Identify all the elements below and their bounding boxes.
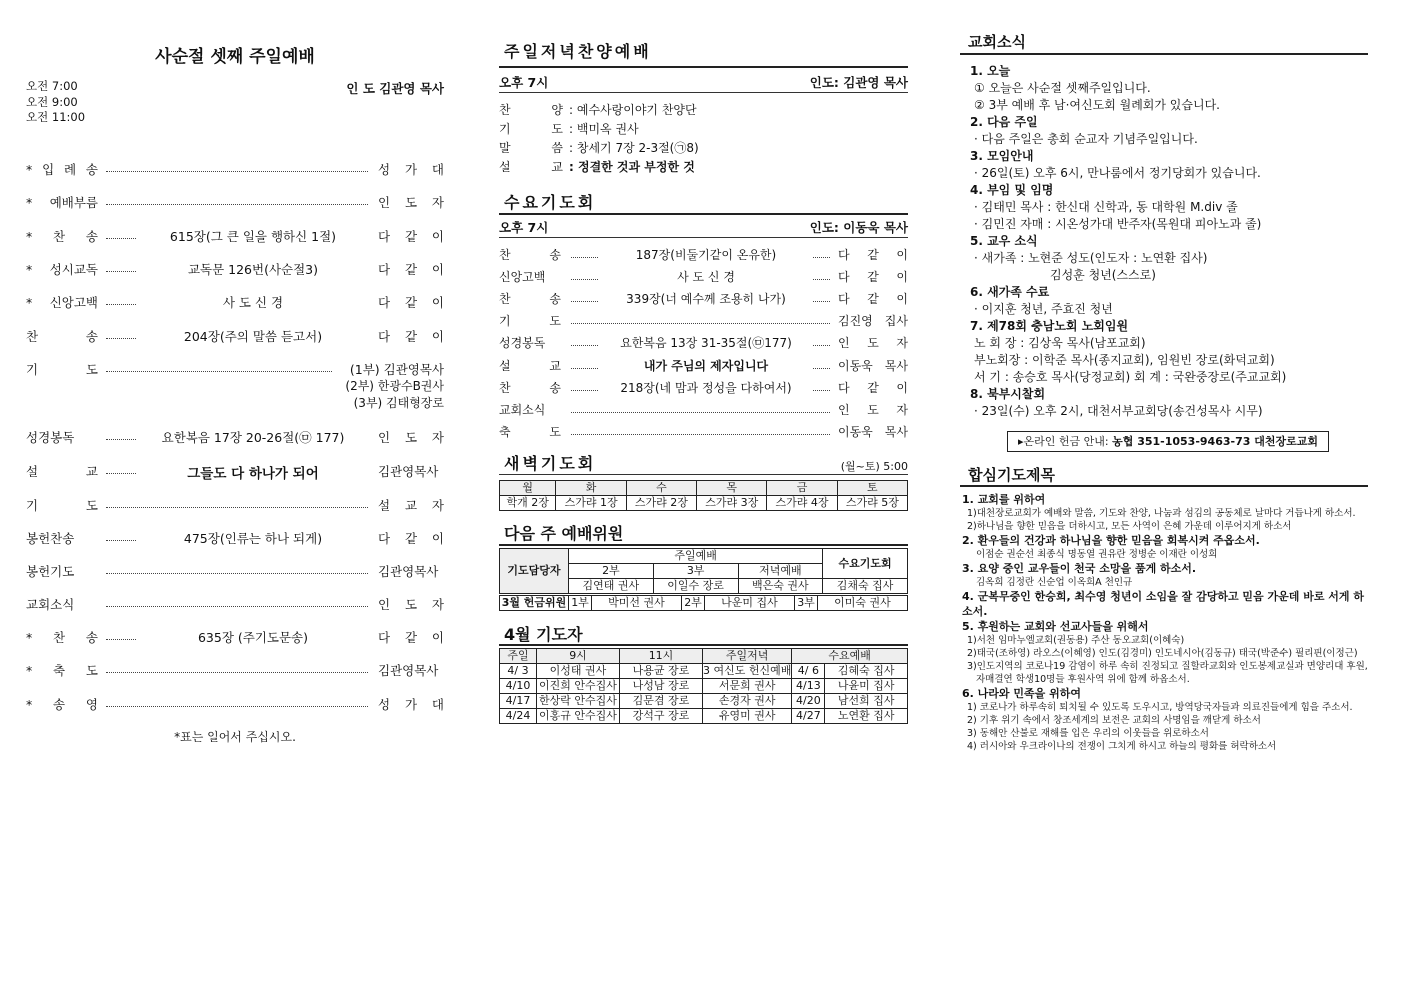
wednesday-item-leader: 이동욱 목사 — [838, 425, 908, 439]
news-line: · 23일(수) 오후 2시, 대천서부교회당(송건성목사 시무) — [974, 404, 1263, 418]
wednesday-item-label: 교회소식 — [499, 403, 546, 417]
wednesday-person: 김채숙 집사 — [823, 579, 908, 594]
second-service-person: 김연태 권사 — [569, 579, 654, 594]
offering-label: 3월 헌금위원 — [500, 596, 569, 611]
table-cell: 나윤미 집사 — [825, 679, 908, 694]
service-time: 오전 9:00 — [26, 94, 78, 109]
prayer-line: 1) 코로나가 하루속히 퇴치될 수 있도록 도우시고, 방역당국자들과 의료진들에게 힘을 주소서. — [967, 702, 1353, 713]
table-cell: 한상락 안수집사 — [537, 694, 620, 709]
wednesday-item — [499, 290, 908, 308]
worship-item-leader: 김관영목사 — [378, 464, 439, 479]
table-cell: 이진희 안수집사 — [537, 679, 620, 694]
news-line: 부노회장 : 이학준 목사(종지교회), 임원빈 장로(화덕교회) — [974, 353, 1275, 367]
leader-dots — [106, 204, 368, 205]
wednesday-time-row — [499, 218, 908, 236]
wednesday-item — [499, 379, 908, 397]
prayer-line: 1)서천 임마누엘교회(권동용) 주산 동오교회(이혜숙) — [967, 635, 1185, 646]
table-cell: 4/27 — [792, 709, 825, 724]
worship-item-content: 요한복음 17장 20-26절(㉤ 177) — [136, 428, 370, 446]
worship-item-label: 기 도 — [26, 498, 98, 513]
dawn-scripture: 학개 2장 — [500, 496, 556, 511]
worship-item-label: * 축 도 — [26, 661, 98, 679]
page-title: 사순절 셋째 주일예배 — [155, 47, 315, 67]
leader-dots — [106, 371, 332, 372]
news-line: 서 기 : 송승호 목사(당정교회) 회 계 : 국완중장로(주교교회) — [974, 370, 1287, 384]
wednesday-item-leader: 다 같 이 — [838, 270, 908, 284]
table-row — [500, 694, 908, 709]
wednesday-item-leader: 다 같 이 — [838, 292, 908, 306]
divider — [499, 213, 908, 215]
offering-service: 1부 — [569, 596, 592, 611]
table-cell: 4/17 — [500, 694, 537, 709]
worship-item-leader: 인 도 자 — [378, 597, 444, 612]
prayer-2nd-service: (2부) 한광수B권사 — [345, 379, 444, 393]
news-line: 1. 오늘 — [970, 64, 1011, 78]
evening-leader: 인도: 김관영 목사 — [809, 75, 908, 90]
news-line: · 김태민 목사 : 한신대 신학과, 동 대학원 M.div 졸 — [974, 200, 1238, 214]
dawn-day: 목 — [697, 481, 767, 496]
leader-dots — [106, 672, 368, 673]
worship-item-leader: 인 도 자 — [378, 430, 444, 445]
worship-item-content: 635장 (주기도문송) — [136, 628, 370, 646]
evening-item — [499, 158, 908, 175]
news-line: 7. 제78회 충남노회 노회임원 — [970, 319, 1129, 333]
wednesday-item-leader: 김진영 집사 — [838, 314, 908, 328]
prayer-line: 2) 기후 위기 속에서 창조세계의 보전은 교회의 사명임을 깨닫게 하소서 — [967, 715, 1261, 726]
april-header: 수요예배 — [792, 649, 908, 664]
wednesday-item-leader: 인 도 자 — [838, 403, 908, 417]
news-title: 교회소식 — [968, 33, 1026, 51]
table-cell: 노연환 집사 — [825, 709, 908, 724]
leader-dots — [571, 323, 830, 324]
worship-item-label: 찬 송 — [26, 329, 98, 344]
worship-item — [26, 227, 444, 245]
worship-item — [26, 193, 444, 211]
wednesday-item-content: 187장(비둘기같이 온유한) — [599, 246, 813, 263]
table-cell: 손경자 권사 — [703, 694, 792, 709]
wednesday-item-label: 성경봉독 — [499, 336, 546, 350]
worship-item-content: 사 도 신 경 — [136, 293, 370, 311]
news-line: · 새가족 : 노현준 성도(인도자 : 노연환 집사) — [974, 251, 1208, 265]
worship-item-label: * 성시교독 — [26, 260, 98, 278]
wednesday-item — [499, 334, 908, 352]
april-header: 11시 — [620, 649, 703, 664]
table-row — [500, 664, 908, 679]
worship-item — [26, 327, 444, 345]
table-row — [500, 679, 908, 694]
dawn-prayer-table — [499, 480, 908, 511]
evening-item — [499, 139, 908, 156]
worship-item-label: 교회소식 — [26, 597, 75, 612]
worship-item-label: * 찬 송 — [26, 227, 98, 245]
wednesday-item-content: 내가 주님의 제자입니다 — [599, 357, 813, 374]
wednesday-item-label: 설 교 — [499, 359, 561, 373]
dawn-prayer-title: 새벽기도회 — [504, 454, 597, 473]
worship-item-leader: 성 가 대 — [378, 162, 444, 177]
table-cell: 유영미 권사 — [703, 709, 792, 724]
prayer-topics-list — [962, 492, 1366, 753]
wednesday-item — [499, 312, 908, 330]
divider — [499, 544, 908, 546]
table-cell: 4/10 — [500, 679, 537, 694]
evening-item-label: 말 씀 — [499, 141, 563, 155]
prayer-line: 자매결연 학생10명들 후원사역 위에 함께 하옵소서. — [976, 674, 1190, 685]
divider — [499, 66, 908, 68]
evening-service-title: 주일저녁찬양예배 — [504, 42, 652, 61]
prayer-line: 2)태국(조하영) 라오스(이혜영) 인도(김경미) 인도네시아(김동규) 태국(박준수) 필리핀(이정근) — [967, 648, 1358, 659]
wednesday-item — [499, 246, 908, 264]
table-cell: 남선희 집사 — [825, 694, 908, 709]
worship-item-leader: 설 교 자 — [378, 498, 444, 513]
worship-item-leader: 다 같 이 — [378, 229, 444, 244]
evening-item — [499, 120, 908, 137]
worship-item-leader: 다 같 이 — [378, 630, 444, 645]
offering-person: 이미숙 권사 — [818, 596, 908, 611]
worship-item — [26, 360, 444, 378]
table-cell: 4/20 — [792, 694, 825, 709]
worship-item-leader: 다 같 이 — [378, 262, 444, 277]
prayer-line: 3. 요양 중인 교우들이 천국 소망을 품게 하소서. — [962, 562, 1197, 575]
wednesday-item-content: 218장(네 맘과 정성을 다하여서) — [599, 379, 813, 396]
evening-item-value: : 백미옥 권사 — [569, 122, 639, 136]
news-line: 3. 모임안내 — [970, 149, 1034, 163]
divider — [960, 485, 1368, 487]
leader-dots — [106, 706, 368, 707]
table-row — [500, 709, 908, 724]
worship-item-label: * 예배부름 — [26, 193, 98, 211]
table-cell: 이홍규 안수집사 — [537, 709, 620, 724]
dawn-day: 금 — [767, 481, 837, 496]
worship-item — [26, 496, 444, 514]
evening-person: 백은숙 권사 — [738, 579, 823, 594]
second-service-header: 2부 — [569, 564, 654, 579]
evening-item-label: 찬 양 — [499, 103, 563, 117]
news-line: · 다음 주일은 총회 순교자 기념주일입니다. — [974, 132, 1198, 146]
evening-time: 오후 7시 — [499, 75, 549, 90]
wednesday-item-label: 축 도 — [499, 425, 561, 439]
online-offering-label: ▸온라인 헌금 안내: — [1018, 435, 1113, 448]
service-leader: 인 도 김관영 목사 — [346, 81, 444, 96]
worship-item-label: * 신앙고백 — [26, 293, 98, 311]
divider — [499, 474, 908, 475]
prayer-topics-title: 합심기도제목 — [968, 466, 1055, 484]
service-time: 오전 7:00 — [26, 79, 78, 93]
worship-item — [26, 462, 444, 480]
worship-item — [26, 293, 444, 311]
wednesday-item-content: 339장(너 예수께 조용히 나가) — [599, 290, 813, 307]
wednesday-item — [499, 268, 908, 286]
news-line: 6. 새가족 수료 — [970, 285, 1050, 299]
april-header: 9시 — [537, 649, 620, 664]
dawn-day: 토 — [837, 481, 907, 496]
evening-item-label: 기 도 — [499, 122, 563, 136]
prayer-3rd-service: (3부) 김태형장로 — [353, 396, 444, 410]
prayer-line: 4. 군복무중인 한승희, 최수영 청년이 소임을 잘 감당하고 믿음 가운데 바로 서게 하소서. — [962, 590, 1364, 618]
prayer-line: 2. 환우들의 건강과 하나님을 향한 믿음을 회복시켜 주옵소서. — [962, 534, 1260, 547]
wednesday-leader: 인도: 이동욱 목사 — [809, 220, 908, 235]
news-line: 4. 부임 및 임명 — [970, 183, 1054, 197]
evening-item-value: : 창세기 7장 2-3절(㉠8) — [569, 141, 699, 155]
table-cell: 강석구 장로 — [620, 709, 703, 724]
table-cell: 3 여신도 헌신예배 — [703, 664, 792, 677]
dawn-prayer-time: (월~토) 5:00 — [840, 460, 908, 473]
april-header: 주일저녁 — [703, 649, 792, 664]
dawn-scripture: 스가랴 2장 — [626, 496, 696, 511]
worship-item-content: 204장(주의 말씀 듣고서) — [136, 327, 370, 345]
wednesday-item-label: 찬 송 — [499, 248, 561, 262]
dawn-day: 월 — [500, 481, 556, 496]
worship-item — [26, 595, 444, 613]
offering-service: 2부 — [682, 596, 705, 611]
prayer-line: 4) 러시아와 우크라이나의 전쟁이 그치게 하시고 하늘의 평화를 허락하소서 — [967, 741, 1277, 752]
news-line: · 김민진 자매 : 시온성가대 반주자(목원대 피아노과 졸) — [974, 217, 1262, 231]
table-cell: 김문겸 장로 — [620, 694, 703, 709]
dawn-scripture: 스가랴 5장 — [837, 496, 907, 511]
april-prayer-title: 4월 기도자 — [504, 625, 583, 644]
prayer-line: 1. 교회를 위하여 — [962, 493, 1046, 506]
worship-item-leader: 성 가 대 — [378, 697, 444, 712]
table-cell: 4/ 6 — [792, 664, 825, 679]
leader-dots — [106, 171, 368, 172]
prayer-duty-header: 기도담당자 — [500, 549, 569, 594]
table-cell: 서문희 권사 — [703, 679, 792, 694]
dawn-day: 수 — [626, 481, 696, 496]
news-line: 5. 교우 소식 — [970, 234, 1038, 248]
prayer-line: 1)대천장로교회가 예배와 말씀, 기도와 찬양, 나눔과 섬김의 공동체로 날마다 거듭나게 하소서. — [967, 508, 1356, 519]
next-week-title: 다음 주 예배위원 — [504, 524, 624, 543]
wednesday-header: 수요기도회 — [823, 549, 908, 579]
worship-item-label: 봉헌찬송 — [26, 531, 75, 546]
standing-note: *표는 일어서 주십시오. — [174, 730, 296, 744]
leader-dots — [106, 606, 368, 607]
wednesday-item-leader: 이동욱 목사 — [838, 359, 908, 373]
wednesday-item-leader: 다 같 이 — [838, 248, 908, 262]
worship-item-label: 봉헌기도 — [26, 564, 75, 579]
worship-item — [26, 529, 444, 547]
divider — [499, 92, 908, 93]
dawn-scripture: 스가랴 1장 — [556, 496, 626, 511]
divider — [499, 237, 908, 238]
offering-service: 3부 — [795, 596, 818, 611]
worship-item — [26, 562, 444, 580]
worship-item — [26, 695, 444, 713]
news-line: · 26일(토) 오후 6시, 만나룸에서 정기당회가 있습니다. — [974, 166, 1261, 180]
worship-item-label: * 찬 송 — [26, 628, 98, 646]
news-line: ① 오늘은 사순절 셋째주일입니다. — [974, 81, 1151, 95]
wednesday-item — [499, 423, 908, 441]
worship-item — [26, 661, 444, 679]
evening-time-row — [499, 73, 908, 91]
worship-item — [26, 628, 444, 646]
worship-item-content: 교독문 126번(사순절3) — [136, 260, 370, 278]
leader-dots — [106, 573, 368, 574]
wednesday-time: 오후 7시 — [499, 220, 549, 235]
prayer-line: 3) 동해안 산불로 재해를 입은 우리의 이웃들을 위로하소서 — [967, 728, 1209, 739]
wednesday-item-label: 찬 송 — [499, 292, 561, 306]
table-cell: 4/ 3 — [500, 664, 537, 679]
divider — [499, 644, 908, 646]
news-line: ② 3부 예배 후 남·여신도회 월례회가 있습니다. — [974, 98, 1220, 112]
table-cell: 김혜숙 집사 — [825, 664, 908, 679]
evening-header: 저녁예배 — [738, 564, 823, 579]
worship-item-label: 기 도 — [26, 362, 98, 377]
leader-dots — [106, 507, 368, 508]
worship-item — [26, 260, 444, 278]
dawn-scripture: 스가랴 4장 — [767, 496, 837, 511]
april-prayer-table — [499, 648, 908, 724]
bank-account: 농협 351-1053-9463-73 대천장로교회 — [1112, 435, 1318, 448]
table-cell: 나용균 장로 — [620, 664, 703, 679]
leader-dots — [571, 434, 830, 435]
wednesday-item-label: 기 도 — [499, 314, 561, 328]
worship-item-leader: 다 같 이 — [378, 531, 444, 546]
evening-item-value: : 정결한 것과 부정한 것 — [569, 160, 695, 174]
dawn-scripture: 스가랴 3장 — [697, 496, 767, 511]
april-header: 주일 — [500, 649, 537, 664]
worship-item — [26, 160, 444, 178]
evening-item-label: 설 교 — [499, 160, 563, 174]
news-line: 김성훈 청년(스스로) — [1050, 268, 1156, 282]
worship-item-leader: 다 같 이 — [378, 295, 444, 310]
table-cell: 4/24 — [500, 709, 537, 724]
worship-item-content: 그들도 다 하나가 되어 — [136, 462, 370, 482]
worship-item-label: 성경봉독 — [26, 430, 75, 445]
prayer-line: 5. 후원하는 교회와 선교사들을 위해서 — [962, 620, 1149, 633]
worship-item-content: 475장(인류는 하나 되게) — [136, 529, 370, 547]
offering-committee-table — [499, 595, 908, 611]
worship-item-leader: 다 같 이 — [378, 329, 444, 344]
third-service-person: 이일수 장로 — [653, 579, 738, 594]
worship-item-leader: 인 도 자 — [378, 195, 444, 210]
prayer-line: 이점순 권순선 최종식 명동열 권유란 정병순 이재란 이성희 — [976, 549, 1218, 560]
news-line: 노 회 장 : 김상욱 목사(남포교회) — [974, 336, 1146, 350]
wednesday-item — [499, 357, 908, 375]
wednesday-item-content: 요한복음 13장 31-35절(㉤177) — [599, 334, 813, 351]
table-cell: 나성남 장로 — [620, 679, 703, 694]
worship-item-label: 설 교 — [26, 464, 98, 479]
worship-item-leader: 김관영목사 — [378, 564, 439, 579]
worship-item-leader: 김관영목사 — [378, 663, 439, 678]
wednesday-title: 수요기도회 — [504, 193, 597, 212]
prayer-line: 3)인도지역의 코로나19 감염이 하루 속히 진정되고 질할라교회와 인도봉제교실과 면양리대 후원, — [967, 661, 1368, 672]
news-list — [970, 63, 1365, 420]
prayer-line: 김옥희 김정란 신순업 이옥희A 천인규 — [976, 577, 1133, 588]
wednesday-item-leader: 다 같 이 — [838, 381, 908, 395]
divider — [960, 53, 1368, 55]
online-offering-box — [1007, 431, 1329, 452]
wednesday-item-label: 찬 송 — [499, 381, 561, 395]
evening-item — [499, 101, 908, 118]
table-cell: 4/13 — [792, 679, 825, 694]
news-line: 2. 다음 주일 — [970, 115, 1038, 129]
service-times — [26, 79, 85, 126]
offering-person: 나운미 집사 — [705, 596, 795, 611]
worship-item-leader: (1부) 김관영목사 — [349, 362, 444, 377]
prayer-line: 6. 나라와 민족을 위하여 — [962, 687, 1081, 700]
news-line: 8. 북부시찰회 — [970, 387, 1046, 401]
offering-person: 박미선 권사 — [592, 596, 682, 611]
table-cell: 이성태 권사 — [537, 664, 620, 679]
worship-item-label: * 송 영 — [26, 695, 98, 713]
sunday-header: 주일예배 — [569, 549, 823, 564]
third-service-header: 3부 — [653, 564, 738, 579]
worship-item-content: 615장(그 큰 일을 행하신 1절) — [136, 227, 370, 245]
news-line: · 이지훈 청년, 주효진 청년 — [974, 302, 1113, 316]
wednesday-item-content: 사 도 신 경 — [599, 268, 813, 285]
worship-item-label: * 입 례 송 — [26, 160, 98, 178]
wednesday-item — [499, 401, 908, 419]
service-time: 오전 11:00 — [26, 110, 86, 124]
worship-item — [26, 428, 444, 446]
wednesday-item-leader: 인 도 자 — [838, 336, 908, 350]
dawn-day: 화 — [556, 481, 626, 496]
evening-item-value: : 예수사랑이야기 찬양단 — [569, 103, 697, 117]
wednesday-item-label: 신앙고백 — [499, 270, 546, 284]
leader-dots — [571, 412, 830, 413]
prayer-line: 2)하나님을 향한 믿음을 더하시고, 모든 사역이 은혜 가운데 이루어지게 하소서 — [967, 521, 1292, 532]
next-week-table — [499, 548, 908, 594]
